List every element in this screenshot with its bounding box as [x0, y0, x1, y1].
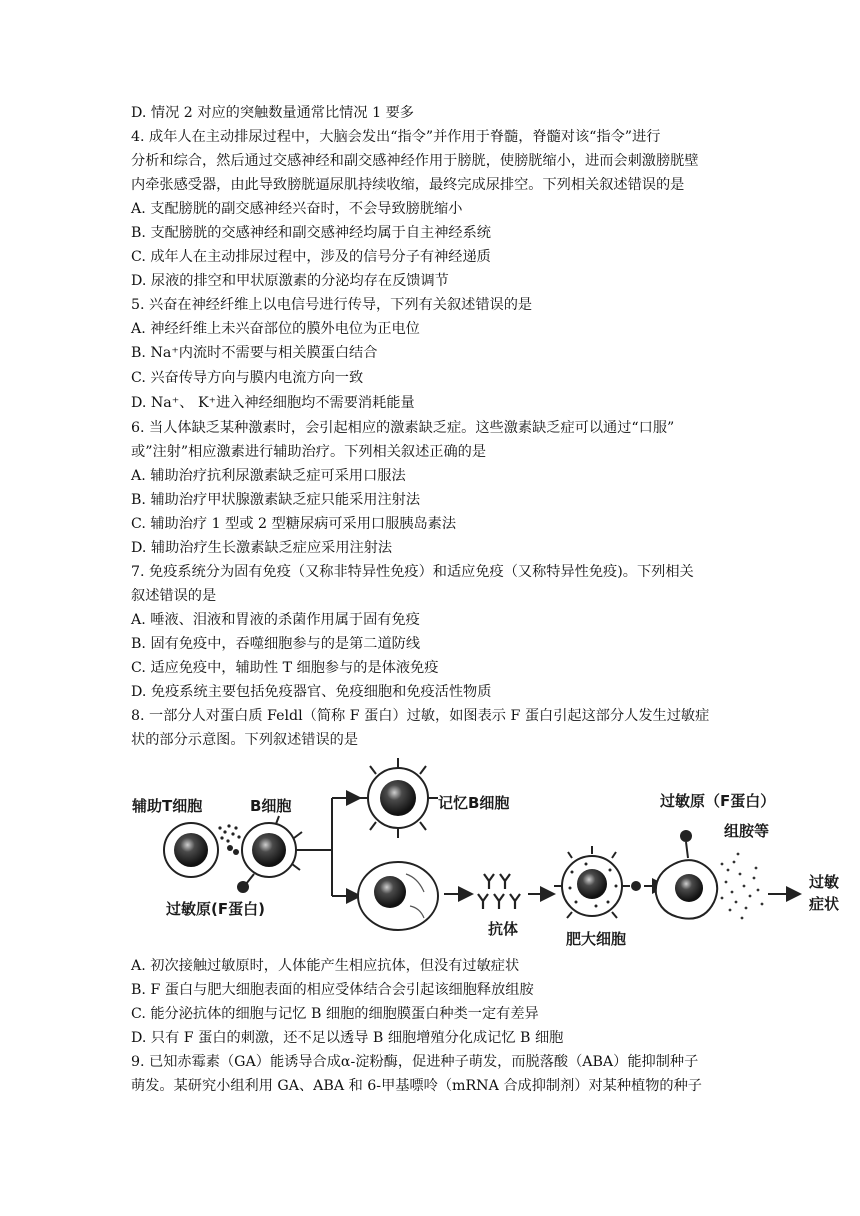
branch-arrows: [301, 798, 360, 896]
symptom-label-2: 症状: [809, 895, 840, 913]
b-cell-label: B细胞: [250, 797, 292, 815]
option-c: C. 兴奋传导方向与膜内电流方向一致: [131, 370, 364, 386]
allergy-diagram: [126, 746, 850, 956]
option-b: B. Na⁺内流时不需要与相关膜蛋白结合: [131, 345, 378, 361]
option-d: D. 尿液的排空和甲状原激素的分泌均存在反馈调节: [131, 273, 449, 289]
option-d: D. 辅助治疗生长激素缺乏症应采用注射法: [131, 540, 393, 556]
option-d: D. 免疫系统主要包括免疫器官、免疫细胞和免疫活性物质: [131, 684, 492, 700]
antibody-label: 抗体: [488, 920, 519, 938]
mast-cell: [554, 846, 630, 918]
option-a: A. 神经纤维上未兴奋部位的膜外电位为正电位: [131, 321, 420, 337]
memory-b-cell: [358, 758, 438, 838]
activated-mast-cell: [656, 860, 717, 919]
allergen-label-right: 过敏原（F蛋白）: [660, 792, 776, 810]
option-a: A. 辅助治疗抗利尿激素缺乏症可采用口服法: [131, 468, 406, 484]
mast-cell-label: 肥大细胞: [566, 930, 627, 948]
allergen-label-left: 过敏原(F蛋白): [166, 900, 265, 918]
text-line: 萌发。某研究小组利用 GA、ABA 和 6-甲基嘌呤（mRNA 合成抑制剂）对某种植物的种子: [131, 1078, 702, 1094]
helper-t-cell-label: 辅助T细胞: [132, 797, 203, 815]
antibodies: [478, 874, 520, 909]
option-b: B. 支配膀胱的交感神经和副交感神经均属于自主神经系统: [131, 225, 491, 241]
question-6-stem: 6. 当人体缺乏某种激素时，会引起相应的激素缺乏症。这些激素缺乏症可以通过“口服”: [131, 420, 675, 436]
b-cell: [242, 816, 305, 877]
option-b: B. F 蛋白与肥大细胞表面的相应受体结合会引起该细胞释放组胺: [131, 982, 534, 998]
cytokine-dots: [218, 824, 240, 842]
option-b: B. 固有免疫中，吞噬细胞参与的是第二道防线: [131, 636, 421, 652]
text-line: 分析和综合，然后通过交感神经和副交感神经作用于膀胱，使膀胱缩小，进而会刺激膀胱壁: [131, 153, 699, 169]
question-9-stem: 9. 已知赤霉素（GA）能诱导合成α-淀粉酶，促进种子萌发，而脱落酸（ABA）能抑制种子: [131, 1054, 699, 1070]
symptom-label-1: 过敏: [809, 873, 840, 891]
allergen-particle: [237, 874, 254, 893]
option-a: A. 支配膀胱的副交感神经兴奋时，不会导致膀胱缩小: [131, 201, 463, 217]
text-line: D. 情况 2 对应的突触数量通常比情况 1 要多: [131, 105, 414, 121]
question-5-stem: 5. 兴奋在神经纤维上以电信号进行传导，下列有关叙述错误的是: [131, 297, 533, 313]
plasma-cell: [358, 862, 438, 930]
text-line: 或”注射”相应激素进行辅助治疗。下列相关叙述正确的是: [131, 444, 487, 460]
question-8-stem: 8. 一部分人对蛋白质 Feldl（简称 F 蛋白）过敏，如图表示 F 蛋白引起这部分人发生过敏症: [131, 708, 710, 724]
option-b: B. 辅助治疗甲状腺激素缺乏症只能采用注射法: [131, 492, 421, 508]
text-line: 状的部分示意图。下列叙述错误的是: [131, 732, 359, 748]
option-d: D. 只有 F 蛋白的刺激，还不足以透导 B 细胞增殖分化成记忆 B 细胞: [131, 1030, 564, 1046]
option-c: C. 适应免疫中，辅助性 T 细胞参与的是体液免疫: [131, 660, 439, 676]
option-a: A. 唾液、泪液和胃液的杀菌作用属于固有免疫: [131, 612, 420, 628]
text-line: 叙述错误的是: [131, 588, 217, 604]
option-c: C. 成年人在主动排尿过程中，涉及的信号分子有神经递质: [131, 249, 491, 265]
option-d: D. Na⁺、 K⁺进入神经细胞均不需要消耗能量: [131, 395, 415, 411]
memory-b-cell-label: 记忆B细胞: [438, 794, 510, 812]
option-c: C. 辅助治疗 1 型或 2 型糖尿病可采用口服胰岛素法: [131, 516, 457, 532]
helper-t-cell: [164, 823, 218, 877]
histamine-dots: [721, 853, 764, 920]
text-line: 内牵张感受器，由此导致膀胱逼尿肌持续收缩，最终完成尿排空。下列相关叙述错误的是: [131, 177, 685, 193]
option-c: C. 能分泌抗体的细胞与记忆 B 细胞的细胞膜蛋白种类一定有差异: [131, 1006, 539, 1022]
option-a: A. 初次接触过敏原时，人体能产生相应抗体，但没有过敏症状: [131, 958, 520, 974]
question-7-stem: 7. 免疫系统分为固有免疫（又称非特异性免疫）和适应免疫（又称特异性免疫)。下列相关: [131, 564, 694, 580]
question-4-stem: 4. 成年人在主动排尿过程中，大脑会发出“指令”并作用于脊髓，脊髓对该“指令”进行: [131, 129, 661, 145]
histamine-label: 组胺等: [724, 822, 770, 840]
